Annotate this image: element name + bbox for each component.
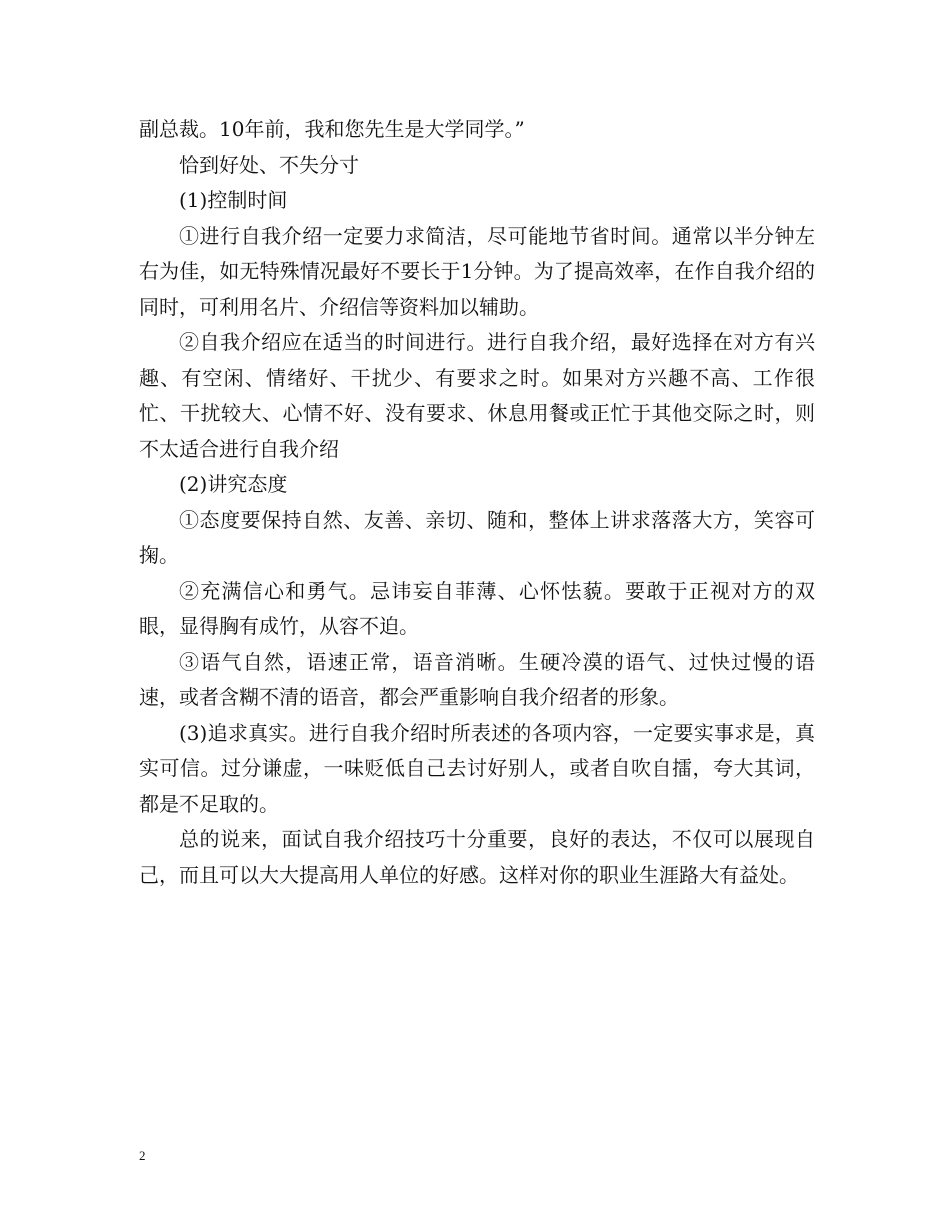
paragraph-brevity: ①进行自我介绍一定要力求简洁，尽可能地节省时间。通常以半分钟左右为佳，如无特殊情况最好不要长于1分钟。为了提高效率，在作自我介绍的同时，可利用名片、介绍信等资料加以辅助。: [139, 223, 815, 319]
paragraph-timing: ②自我介绍应在适当的时间进行。进行自我介绍，最好选择在对方有兴趣、有空闲、情绪好、干扰少、有要求之时。如果对方兴趣不高、工作很忙、干扰较大、心情不好、没有要求、休息用餐或正忙于其他交际之时，则不太适合进行自我介绍: [139, 330, 815, 461]
paragraph-continuation: 副总裁。10年前，我和您先生是大学同学。”: [139, 117, 525, 141]
page-number: 2: [139, 1148, 146, 1163]
subheading-attitude: (2)讲究态度: [179, 472, 288, 496]
paragraph-confidence: ②充满信心和勇气。忌讳妄自菲薄、心怀怯藐。要敢于正视对方的双眼，显得胸有成竹，从容不迫。: [139, 578, 815, 638]
heading-appropriate-measure: 恰到好处、不失分寸: [179, 152, 359, 177]
paragraph-natural-attitude: ①态度要保持自然、友善、亲切、随和，整体上讲求落落大方，笑容可掬。: [139, 507, 815, 567]
document-body: [139, 112, 815, 893]
paragraph-conclusion: 总的说来，面试自我介绍技巧十分重要，良好的表达，不仅可以展现自己，而且可以大大提高用人单位的好感。这样对你的职业生涯路大有益处。: [139, 827, 815, 887]
subheading-control-time: (1)控制时间: [179, 188, 288, 212]
paragraph-tone: ③语气自然，语速正常，语音消晰。生硬冷漠的语气、过快过慢的语速，或者含糊不清的语音，都会严重影响自我介绍者的形象。: [139, 649, 815, 709]
paragraph-truthfulness: (3)追求真实。进行自我介绍时所表述的各项内容，一定要实事求是，真实可信。过分谦虚，一味贬低自己去讨好别人，或者自吹自擂，夸大其词，都是不足取的。: [139, 720, 815, 816]
